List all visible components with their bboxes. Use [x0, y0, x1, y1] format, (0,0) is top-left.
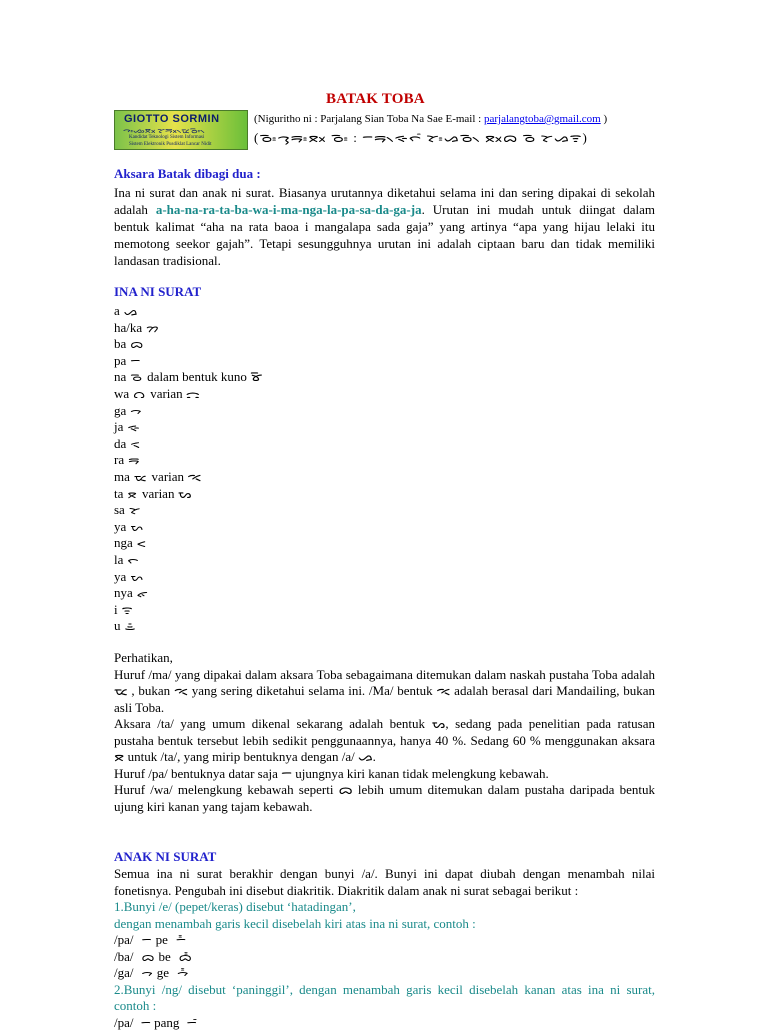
note-ta: Aksara /ta/ yang umum dikenal sekarang adalah bentuk ᯗ, sedang pada penelitian pada ratusan pustaha bentuk tersebut lebih sedikit penggunaannya, hanya 40 %. Sedang 60 % menggunakan aksara ᯖ untuk /ta/, yang mirip bentuknya dengan /a/ ᯀ. — [114, 716, 655, 766]
batak-glyph: ᯉ — [130, 369, 142, 385]
ina-item — [114, 535, 146, 551]
batak-glyph: ᯘ — [129, 502, 141, 518]
ina-item — [114, 419, 140, 435]
ina-item — [114, 336, 143, 352]
section-heading-ina: INA NI SURAT — [114, 284, 201, 300]
note-ma: Huruf /ma/ yang dipakai dalam aksara Toba sebagaimana ditemukan dalam naskah pustaha Toba adalah ᯔ , bukan ᯕ yang sering diketahui selama ini. /Ma/ bentuk ᯕ adalah berasal dari Mandailing, bukan asli Toba. — [114, 667, 655, 717]
batak-glyph: ᯤ — [122, 602, 133, 618]
note-wa: Huruf /wa/ melengkung kebawah seperti ᯅ lebih umum ditemukan dalam pustaha daripada bentuk ujung kiri kanan yang tajam kebawah. — [114, 782, 655, 815]
notes-block — [114, 650, 655, 815]
ina-item — [114, 452, 140, 468]
batak-glyph: ᯋ — [133, 386, 145, 402]
intro-text-b: . Urutan ini mudah untuk diingat dalam bentuk kalimat “aha na rata baoa i mangalapa sada gaja” yang artinya “apa yang hijau lelaki itu memotong seekor gajah”. Tetapi sesungguhnya urutan ini adalah ciptaan baru dan tidak memiliki landasan tradisional. — [114, 202, 655, 268]
batak-glyph: ᯑ — [130, 436, 140, 452]
example-glyph-mod: ᯅ᯦ — [179, 949, 192, 966]
author-prefix: (Niguritho ni : Parjalang Sian Toba Na Sae E-mail : — [254, 113, 484, 125]
example-glyph-mod: ᯎ᯦ — [177, 965, 188, 982]
example-base: /pa/ — [114, 1015, 134, 1030]
ina-label: ra — [114, 452, 124, 467]
ina-label: nga — [114, 535, 133, 550]
logo-script: ᯎᯫᯀᯧᯖᯬ ᯘᯬᯒ᯲ᯔᯫᯉ᯲ — [123, 125, 205, 136]
batak-glyph: ᯅ — [130, 336, 143, 352]
page-title: BATAK TOBA — [326, 91, 425, 108]
batak-glyph: ᯇ — [130, 353, 140, 369]
batak-glyph: ᯒ — [128, 452, 139, 468]
paninggil-title: 2.Bunyi /ng/ disebut ‘paninggil’, dengan menambah garis kecil disebelah kanan atas ina ni surat, contoh : — [114, 982, 655, 1015]
hatadingan-title: 1.Bunyi /e/ (pepet/keras) disebut ‘hatadingan’, — [114, 899, 655, 916]
alphabet-sequence: a-ha-na-ra-ta-ba-wa-i-ma-nga-la-pa-sa-da-ga-ja — [156, 202, 422, 217]
ina-variant-note: varian ᯕ — [152, 469, 202, 484]
section-heading-aksara: Aksara Batak dibagi dua : — [114, 166, 261, 182]
ina-label: ta — [114, 486, 123, 501]
batak-glyph: ᯔ — [134, 469, 147, 485]
ina-item — [114, 519, 143, 535]
author-suffix: ) — [601, 113, 607, 125]
ina-label: ba — [114, 336, 126, 351]
ina-item — [114, 436, 140, 452]
ina-item — [114, 320, 159, 336]
example-glyph-mod: ᯇ᯦ — [176, 932, 186, 949]
ina-item — [114, 469, 201, 485]
logo-name: GIOTTO SORMIN — [124, 113, 220, 125]
ina-label: i — [114, 602, 118, 617]
ina-variant-note: varian ᯗ — [142, 486, 192, 501]
logo-subtitle-2: Sistem Elektronik Pusdiklat Lancar Nidit — [129, 142, 212, 147]
batak-glyph: ᯠ — [137, 585, 148, 601]
note-pa: Huruf /pa/ bentuknya datar saja ᯇ ujungnya kiri kanan tidak melengkung kebawah. — [114, 766, 655, 783]
hatadingan-examples — [114, 932, 655, 982]
batak-glyph: ᯐ — [127, 419, 139, 435]
ina-variant-note: varian ᯌ — [150, 386, 199, 401]
batak-glyph: ᯥ — [125, 618, 136, 634]
example-glyph-mod: ᯇᯰ — [187, 1015, 197, 1031]
example-base: /ba/ — [114, 949, 134, 964]
ina-label: a — [114, 303, 120, 318]
ina-item — [114, 353, 140, 369]
ina-item — [114, 303, 137, 319]
ina-label: ya — [114, 519, 126, 534]
ina-item — [114, 585, 148, 601]
ina-item — [114, 618, 135, 634]
ina-label: ha/ka — [114, 320, 142, 335]
example-glyph: ᯇ — [141, 1015, 151, 1031]
example-base: /ga/ — [114, 965, 134, 980]
hatadingan-desc: dengan menambah garis kecil disebelah kiri atas ina ni surat, contoh : — [114, 916, 655, 933]
ina-label: ga — [114, 403, 126, 418]
ina-label: ja — [114, 419, 123, 434]
ina-label: nya — [114, 585, 133, 600]
ina-item — [114, 403, 142, 419]
batak-glyph: ᯎ — [130, 403, 141, 419]
ina-item — [114, 502, 140, 518]
example-label: ge — [157, 965, 169, 980]
example-glyph: ᯎ — [142, 965, 153, 982]
example-label: pang — [154, 1015, 179, 1030]
ina-item — [114, 386, 200, 402]
ina-item — [114, 602, 133, 618]
logo-subtitle: Kandidat Teknologi Sistem Informasi — [129, 135, 204, 140]
hatadingan-example — [114, 949, 655, 966]
ina-variant-note: dalam bentuk kuno ᯊ — [147, 369, 262, 384]
paninggil-example — [114, 1015, 655, 1031]
ina-item — [114, 369, 263, 385]
batak-glyph: ᯞ — [127, 552, 138, 568]
ina-label: wa — [114, 386, 129, 401]
hatadingan-example — [114, 932, 655, 949]
ina-label: ma — [114, 469, 130, 484]
ina-label: la — [114, 552, 123, 567]
author-script-line: (ᯉᯫᯎᯮᯒᯫᯖᯬ ᯉᯫ : ᯇᯒ᯲ᯐᯞᯰ ᯘᯫᯀᯉ᯲ ᯖᯬᯅ ᯉ ᯘᯀᯤ) — [254, 128, 588, 146]
ina-item — [114, 569, 143, 585]
example-glyph: ᯅ — [142, 949, 155, 966]
example-glyph: ᯇ — [142, 932, 152, 949]
ina-label: sa — [114, 502, 125, 517]
notes-intro: Perhatikan, — [114, 650, 655, 667]
ina-item — [114, 552, 139, 568]
ina-label: da — [114, 436, 126, 451]
ina-label: pa — [114, 353, 126, 368]
example-base: /pa/ — [114, 932, 134, 947]
batak-glyph: ᯛ — [130, 569, 143, 585]
ina-label: na — [114, 369, 126, 384]
ina-item — [114, 486, 192, 502]
batak-glyph: ᯖ — [127, 486, 137, 502]
batak-glyph: ᯀ — [124, 303, 138, 319]
anak-paragraph: Semua ina ni surat berakhir dengan bunyi /a/. Bunyi ini dapat diubah dengan menambah nilai fonetisnya. Pengubah ini disebut diakritik. Diakritik dalam anak ni surat sebagai berikut : — [114, 866, 655, 899]
hatadingan-example — [114, 965, 655, 982]
batak-glyph: ᯛ — [130, 519, 143, 535]
example-label: be — [158, 949, 170, 964]
batak-glyph: ᯝ — [137, 535, 146, 551]
batak-glyph: ᯂ — [146, 320, 158, 336]
intro-text-a: Ina ni surat dan anak ni surat. Biasanya urutannya diketahui selama ini dan sering dipakai di sekolah adalah — [114, 185, 655, 217]
anak-block — [114, 866, 655, 1031]
author-logo — [114, 110, 248, 150]
ina-label: ya — [114, 569, 126, 584]
example-label: pe — [156, 932, 168, 947]
email-link[interactable]: parjalangtoba@gmail.com — [484, 113, 601, 125]
ina-label: u — [114, 618, 121, 633]
intro-paragraph — [114, 184, 655, 269]
section-heading-anak: ANAK NI SURAT — [114, 849, 216, 865]
author-info — [254, 113, 607, 125]
